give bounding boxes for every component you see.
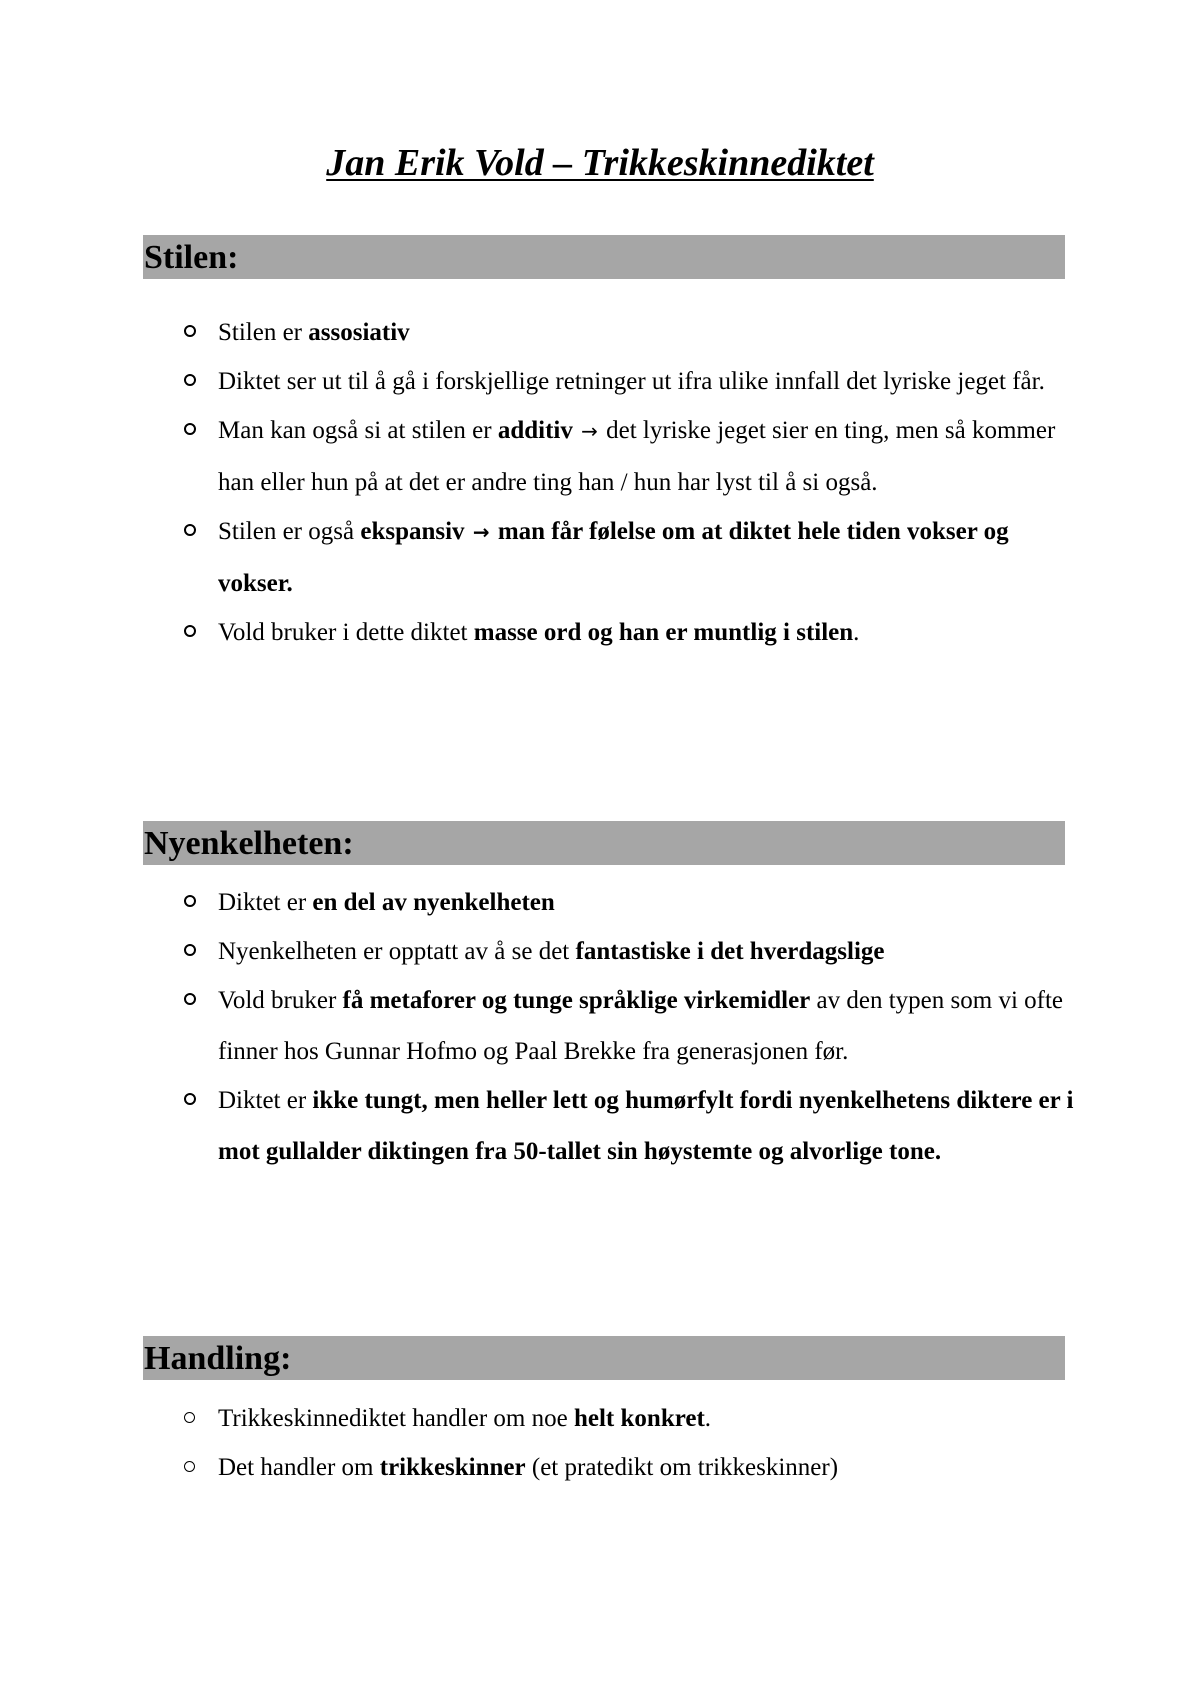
list-item [0,877,1200,928]
item-text: Det handler om [218,1454,380,1481]
item-bold-text: fantastiske i det hverdagslige [575,938,885,965]
item-text: Trikkeskinnediktet handler om noe [218,1405,574,1432]
item-bold-text: assosiativ [308,319,410,346]
nyenkelheten-bullet-list [0,877,1200,1175]
bullet-circle-icon [184,944,196,956]
list-item [0,975,1200,1077]
item-text: Vold bruker [218,987,343,1014]
item-bold-text: en del av nyenkelheten [312,889,555,916]
item-bold-text: trikkeskinner [379,1454,526,1481]
bullet-circle-icon [184,1461,195,1472]
bullet-circle-icon [184,423,196,435]
list-item [0,1393,1200,1444]
item-text: det lyriske jeget sier en ting, men så kommer han eller hun på at det er andre ting han / hun har lyst til å si også. [218,417,1056,496]
item-bold-text: helt konkret [573,1405,705,1432]
bullet-circle-icon [184,1412,195,1423]
list-item [0,926,1200,977]
item-text: Diktet er [218,889,313,916]
arrow-right-icon: → [581,419,598,443]
item-text: Vold bruker i dette diktet [218,619,474,646]
item-text: . [704,1405,712,1432]
item-text: Diktet ser ut til å gå i forskjellige retninger ut ifra ulike innfall det lyriske jeget får. [218,368,1045,395]
bullet-circle-icon [184,524,196,536]
document-title: Jan Erik Vold – Trikkeskinnediktet [326,142,874,184]
bullet-circle-icon [184,895,196,907]
item-bold-text: additiv [497,417,573,444]
stilen-bullet-list [0,307,1200,656]
bullet-circle-icon [184,374,196,386]
bullet-circle-icon [184,1093,196,1105]
item-text: (et pratedikt om trikkeskinner) [525,1454,839,1481]
list-item [0,506,1200,609]
item-bold-text: ikke tungt, men heller lett og humørfylt fordi nyenkelhetens diktere er i mot gullalder diktingen fra 50-tallet sin høystemte og alvorlige tone. [218,1087,1074,1165]
list-item [0,1442,1200,1493]
item-bold-text: man får følelse om at diktet hele tiden vokser og vokser. [218,518,1009,597]
item-bold-text: masse ord og han er muntlig i stilen [473,619,854,646]
bullet-circle-icon [184,993,196,1005]
arrow-right-icon: → [472,520,490,544]
item-text: Nyenkelheten er opptatt av å se det [218,938,576,965]
list-item [0,356,1200,407]
bullet-circle-icon [184,325,196,337]
bullet-circle-icon [184,625,196,637]
item-text: Stilen er [218,319,309,346]
section-heading-nyenkelheten: Nyenkelheten: [143,821,1065,865]
list-item [0,307,1200,358]
item-text: av den typen som vi ofte finner hos Gunnar Hofmo og Paal Brekke fra generasjonen før. [218,987,1064,1065]
handling-bullet-list [0,1393,1200,1491]
item-bold-text: få metaforer og tunge språklige virkemidler [342,987,811,1014]
list-item [0,607,1200,658]
item-text: . [853,619,860,646]
item-text: Diktet er [218,1087,313,1114]
section-heading-stilen: Stilen: [143,235,1065,279]
item-text: Man kan også si at stilen er [218,417,498,444]
item-bold-text: ekspansiv [360,518,465,545]
list-item [0,405,1200,508]
item-text: Stilen er også [218,518,361,545]
section-heading-handling: Handling: [143,1336,1065,1380]
list-item [0,1075,1200,1177]
